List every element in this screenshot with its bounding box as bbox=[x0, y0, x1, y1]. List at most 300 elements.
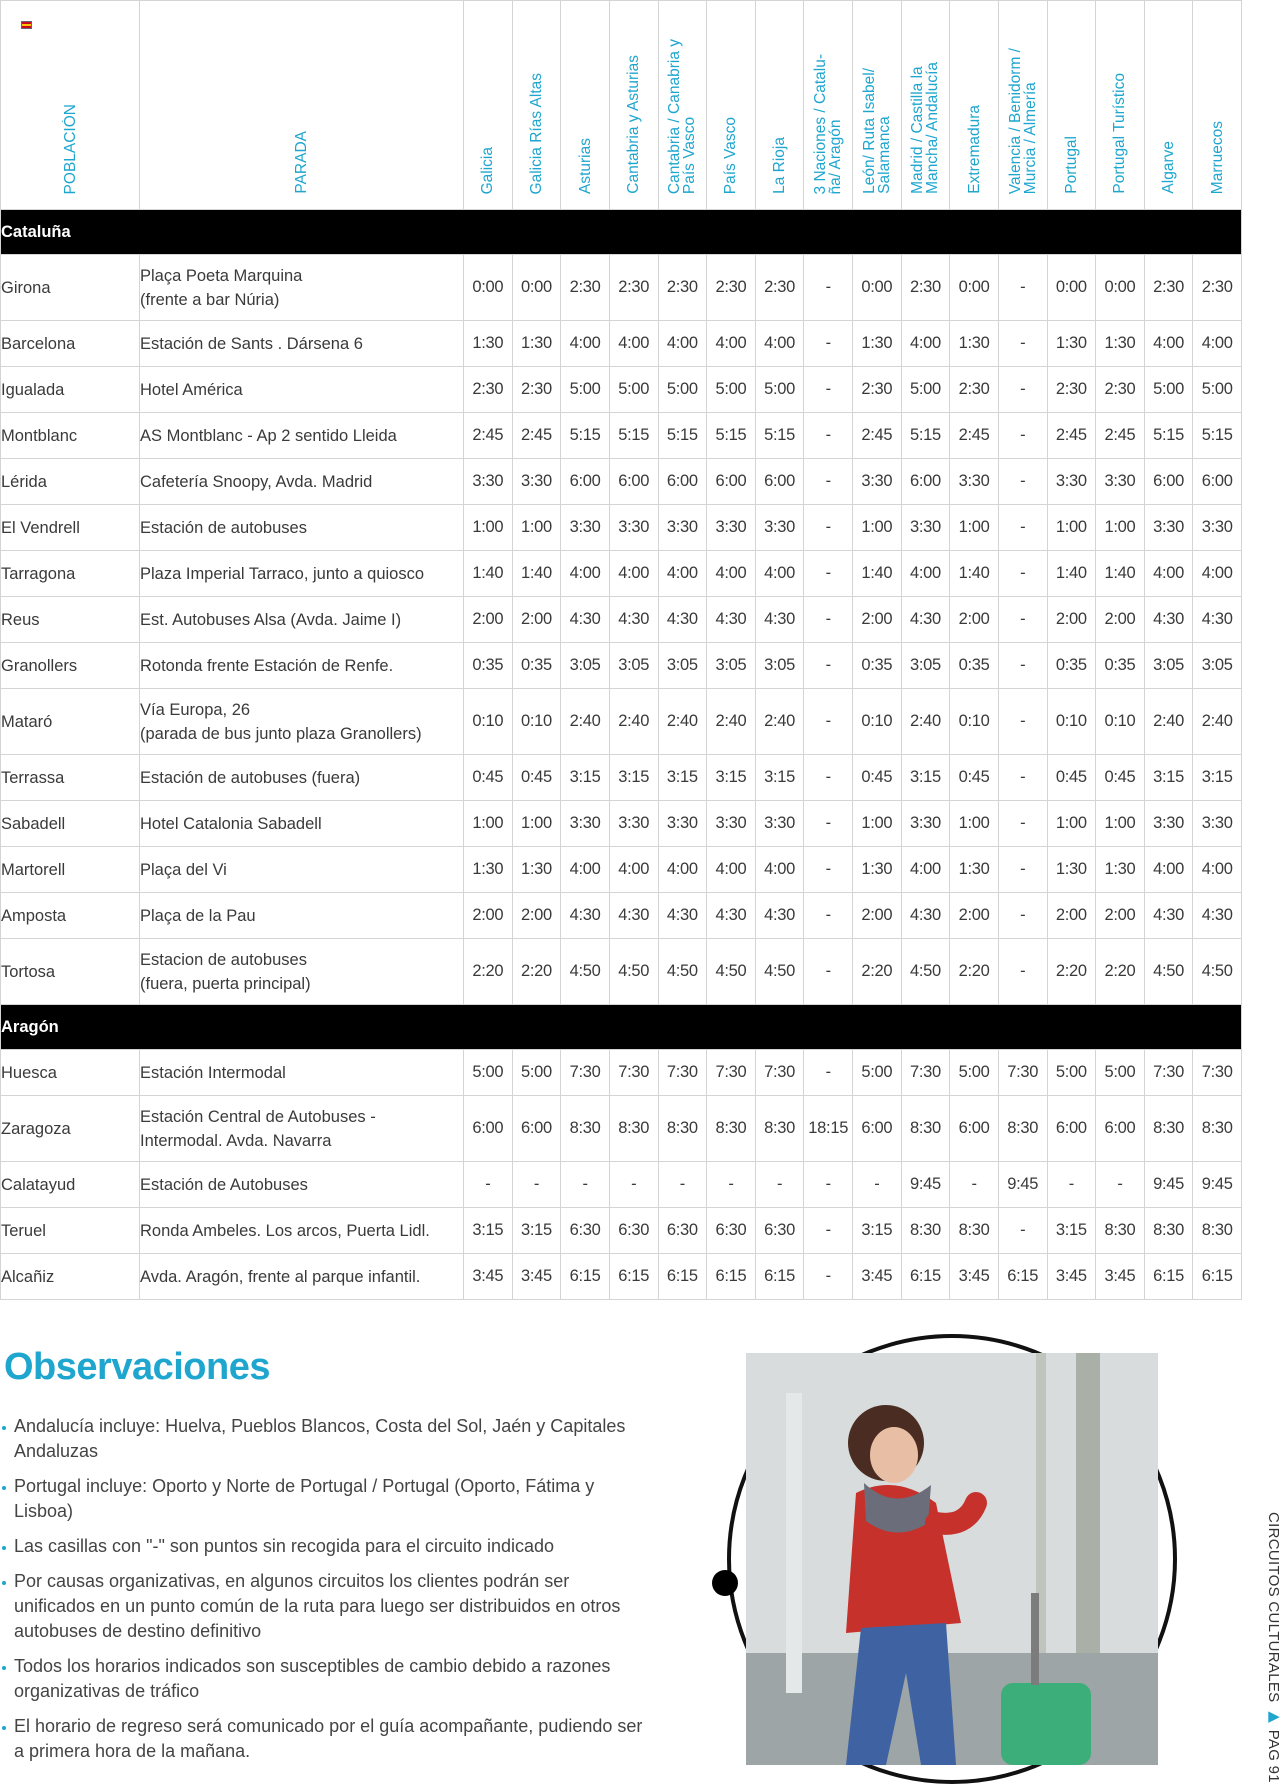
time-cell: 1:30 bbox=[950, 847, 999, 893]
time-cell: 4:00 bbox=[1193, 847, 1242, 893]
time-cell: 4:30 bbox=[658, 893, 707, 939]
time-cell: 2:00 bbox=[950, 893, 999, 939]
time-cell: - bbox=[998, 413, 1047, 459]
time-cell: - bbox=[950, 1162, 999, 1208]
parada-cell: Avda. Aragón, frente al parque infantil. bbox=[140, 1254, 464, 1300]
table-row bbox=[1, 689, 1242, 755]
time-cell: 4:50 bbox=[561, 939, 610, 1005]
observaciones-title: Observaciones bbox=[4, 1346, 270, 1388]
time-cell: 9:45 bbox=[1144, 1162, 1193, 1208]
time-cell: - bbox=[804, 1162, 853, 1208]
time-cell: 2:30 bbox=[561, 255, 610, 321]
poblacion-cell: Girona bbox=[1, 255, 140, 321]
poblacion-cell: Teruel bbox=[1, 1208, 140, 1254]
parada-cell: Estación de autobuses (fuera) bbox=[140, 755, 464, 801]
time-cell: 0:45 bbox=[853, 755, 902, 801]
time-cell: 2:45 bbox=[1096, 413, 1145, 459]
time-cell: - bbox=[998, 847, 1047, 893]
time-cell: 2:45 bbox=[512, 413, 561, 459]
parada-cell: Estación de Sants . Dársena 6 bbox=[140, 321, 464, 367]
time-cell: 3:45 bbox=[1096, 1254, 1145, 1300]
time-cell: 4:50 bbox=[1193, 939, 1242, 1005]
time-cell: 8:30 bbox=[1144, 1096, 1193, 1162]
time-cell: 2:00 bbox=[1096, 597, 1145, 643]
time-cell: 6:15 bbox=[658, 1254, 707, 1300]
time-cell: 8:30 bbox=[1193, 1208, 1242, 1254]
time-cell: 3:30 bbox=[707, 801, 756, 847]
time-cell: 4:30 bbox=[901, 597, 950, 643]
time-cell: 2:30 bbox=[512, 367, 561, 413]
time-cell: 0:00 bbox=[464, 255, 513, 321]
time-cell: 5:00 bbox=[658, 367, 707, 413]
time-cell: 1:40 bbox=[512, 551, 561, 597]
poblacion-cell: Amposta bbox=[1, 893, 140, 939]
time-cell: - bbox=[1047, 1162, 1096, 1208]
table-row bbox=[1, 893, 1242, 939]
time-cell: 1:30 bbox=[1096, 847, 1145, 893]
table-row bbox=[1, 1050, 1242, 1096]
time-cell: 6:00 bbox=[1047, 1096, 1096, 1162]
parada-cell: Est. Autobuses Alsa (Avda. Jaime I) bbox=[140, 597, 464, 643]
observacion-item: Por causas organizativas, en algunos circuitos los clientes podrán ser unificados en un punto común de la ruta para luego ser distribuidos en otros autobuses de destino definitivo bbox=[0, 1569, 645, 1644]
time-cell: 3:15 bbox=[609, 755, 658, 801]
time-cell: 5:00 bbox=[1096, 1050, 1145, 1096]
parada-cell: Ronda Ambeles. Los arcos, Puerta Lidl. bbox=[140, 1208, 464, 1254]
page-number: PAG 91 bbox=[1265, 1729, 1282, 1783]
time-cell: 1:00 bbox=[512, 505, 561, 551]
header-destination: Galicia Rías Altas bbox=[512, 1, 561, 210]
time-cell: 3:05 bbox=[1193, 643, 1242, 689]
time-cell: 3:30 bbox=[658, 801, 707, 847]
header-destination: Cantabria y Asturias bbox=[609, 1, 658, 210]
region-name: Cataluña bbox=[1, 210, 1242, 255]
time-cell: 3:15 bbox=[658, 755, 707, 801]
time-cell: 8:30 bbox=[1144, 1208, 1193, 1254]
parada-cell: Estación Central de Autobuses - Intermodal. Avda. Navarra bbox=[140, 1096, 464, 1162]
time-cell: 2:40 bbox=[755, 689, 804, 755]
time-cell: - bbox=[658, 1162, 707, 1208]
time-cell: 8:30 bbox=[901, 1096, 950, 1162]
time-cell: 1:30 bbox=[512, 321, 561, 367]
time-cell: 2:00 bbox=[464, 893, 513, 939]
time-cell: 6:15 bbox=[998, 1254, 1047, 1300]
time-cell: 4:30 bbox=[609, 597, 658, 643]
photo-marker-dot bbox=[712, 1570, 738, 1596]
time-cell: 4:50 bbox=[901, 939, 950, 1005]
time-cell: 3:30 bbox=[609, 505, 658, 551]
time-cell: 1:30 bbox=[464, 321, 513, 367]
time-cell: 4:00 bbox=[1144, 847, 1193, 893]
header-destination: Marruecos bbox=[1193, 1, 1242, 210]
time-cell: 8:30 bbox=[1096, 1208, 1145, 1254]
header-destination: Galicia bbox=[464, 1, 513, 210]
time-cell: 0:10 bbox=[1047, 689, 1096, 755]
time-cell: 2:40 bbox=[658, 689, 707, 755]
parada-cell: Plaza Imperial Tarraco, junto a quiosco bbox=[140, 551, 464, 597]
time-cell: 7:30 bbox=[707, 1050, 756, 1096]
traveler-illustration bbox=[746, 1353, 1158, 1765]
time-cell: 4:00 bbox=[1193, 321, 1242, 367]
page-footer bbox=[1262, 1512, 1282, 1783]
time-cell: 0:35 bbox=[950, 643, 999, 689]
time-cell: 0:10 bbox=[950, 689, 999, 755]
time-cell: 2:20 bbox=[950, 939, 999, 1005]
time-cell: 8:30 bbox=[755, 1096, 804, 1162]
time-cell: - bbox=[853, 1162, 902, 1208]
time-cell: 1:00 bbox=[1047, 505, 1096, 551]
table-row bbox=[1, 413, 1242, 459]
time-cell: 3:30 bbox=[707, 505, 756, 551]
time-cell: 3:30 bbox=[464, 459, 513, 505]
time-cell: 6:00 bbox=[512, 1096, 561, 1162]
time-cell: 2:40 bbox=[561, 689, 610, 755]
time-cell: 4:00 bbox=[561, 321, 610, 367]
table-row bbox=[1, 1096, 1242, 1162]
poblacion-cell: Igualada bbox=[1, 367, 140, 413]
time-cell: - bbox=[998, 367, 1047, 413]
time-cell: 2:30 bbox=[853, 367, 902, 413]
photo-frame bbox=[727, 1334, 1177, 1784]
time-cell: 0:45 bbox=[464, 755, 513, 801]
header-poblacion: POBLACIÓN bbox=[1, 1, 140, 210]
time-cell: 4:00 bbox=[609, 847, 658, 893]
section-name: CIRCUITOS CULTURALES bbox=[1265, 1512, 1282, 1703]
time-cell: 1:40 bbox=[853, 551, 902, 597]
time-cell: - bbox=[707, 1162, 756, 1208]
time-cell: 1:40 bbox=[950, 551, 999, 597]
time-cell: 8:30 bbox=[950, 1208, 999, 1254]
time-cell: 2:40 bbox=[609, 689, 658, 755]
time-cell: 4:30 bbox=[707, 893, 756, 939]
time-cell: 3:15 bbox=[464, 1208, 513, 1254]
time-cell: 5:15 bbox=[609, 413, 658, 459]
observacion-item: El horario de regreso será comunicado por el guía acompañante, pudiendo ser a primera hora de la mañana. bbox=[0, 1714, 645, 1764]
time-cell: 3:30 bbox=[901, 505, 950, 551]
time-cell: 1:00 bbox=[1096, 505, 1145, 551]
time-cell: - bbox=[998, 689, 1047, 755]
parada-cell: Estación de Autobuses bbox=[140, 1162, 464, 1208]
time-cell: 1:30 bbox=[464, 847, 513, 893]
time-cell: 4:50 bbox=[658, 939, 707, 1005]
parada-cell: Hotel Catalonia Sabadell bbox=[140, 801, 464, 847]
time-cell: 1:00 bbox=[1096, 801, 1145, 847]
table-header-row bbox=[1, 1, 1242, 210]
time-cell: 3:30 bbox=[755, 801, 804, 847]
time-cell: 2:45 bbox=[950, 413, 999, 459]
time-cell: 3:45 bbox=[464, 1254, 513, 1300]
time-cell: 5:00 bbox=[707, 367, 756, 413]
arrow-icon: ▶ bbox=[1265, 1706, 1282, 1726]
time-cell: 4:00 bbox=[707, 551, 756, 597]
time-cell: 8:30 bbox=[1193, 1096, 1242, 1162]
poblacion-cell: Barcelona bbox=[1, 321, 140, 367]
time-cell: - bbox=[998, 505, 1047, 551]
time-cell: 3:05 bbox=[707, 643, 756, 689]
time-cell: 2:30 bbox=[755, 255, 804, 321]
table-row bbox=[1, 551, 1242, 597]
time-cell: - bbox=[998, 597, 1047, 643]
poblacion-cell: Lérida bbox=[1, 459, 140, 505]
parada-cell: Vía Europa, 26 (parada de bus junto plaza Granollers) bbox=[140, 689, 464, 755]
time-cell: 3:15 bbox=[1047, 1208, 1096, 1254]
region-name: Aragón bbox=[1, 1005, 1242, 1050]
header-destination: Algarve bbox=[1144, 1, 1193, 210]
time-cell: 4:00 bbox=[658, 551, 707, 597]
time-cell: 3:15 bbox=[901, 755, 950, 801]
time-cell: 7:30 bbox=[561, 1050, 610, 1096]
time-cell: 3:15 bbox=[707, 755, 756, 801]
table-row bbox=[1, 1254, 1242, 1300]
poblacion-cell: Martorell bbox=[1, 847, 140, 893]
time-cell: 7:30 bbox=[1144, 1050, 1193, 1096]
time-cell: 6:00 bbox=[755, 459, 804, 505]
time-cell: 6:15 bbox=[707, 1254, 756, 1300]
time-cell: 4:00 bbox=[707, 847, 756, 893]
time-cell: - bbox=[804, 321, 853, 367]
time-cell: 0:10 bbox=[512, 689, 561, 755]
time-cell: - bbox=[804, 939, 853, 1005]
time-cell: 6:00 bbox=[707, 459, 756, 505]
header-destination: La Rioja bbox=[755, 1, 804, 210]
parada-cell: Cafetería Snoopy, Avda. Madrid bbox=[140, 459, 464, 505]
time-cell: 2:40 bbox=[901, 689, 950, 755]
time-cell: - bbox=[804, 1208, 853, 1254]
time-cell: 3:30 bbox=[950, 459, 999, 505]
time-cell: - bbox=[804, 459, 853, 505]
time-cell: - bbox=[998, 255, 1047, 321]
time-cell: - bbox=[804, 551, 853, 597]
time-cell: - bbox=[804, 597, 853, 643]
time-cell: 4:30 bbox=[755, 597, 804, 643]
table-row bbox=[1, 505, 1242, 551]
time-cell: 5:15 bbox=[561, 413, 610, 459]
time-cell: 6:00 bbox=[901, 459, 950, 505]
poblacion-cell: Zaragoza bbox=[1, 1096, 140, 1162]
time-cell: 3:05 bbox=[609, 643, 658, 689]
time-cell: 2:20 bbox=[1047, 939, 1096, 1005]
time-cell: 3:05 bbox=[901, 643, 950, 689]
time-cell: 4:00 bbox=[901, 551, 950, 597]
table-row bbox=[1, 1208, 1242, 1254]
time-cell: 2:20 bbox=[512, 939, 561, 1005]
time-cell: 2:00 bbox=[950, 597, 999, 643]
time-cell: - bbox=[755, 1162, 804, 1208]
time-cell: 4:00 bbox=[901, 321, 950, 367]
time-cell: 4:50 bbox=[609, 939, 658, 1005]
poblacion-cell: Terrassa bbox=[1, 755, 140, 801]
time-cell: - bbox=[998, 1208, 1047, 1254]
time-cell: - bbox=[804, 755, 853, 801]
time-cell: 3:30 bbox=[1193, 801, 1242, 847]
time-cell: 3:30 bbox=[755, 505, 804, 551]
time-cell: 3:15 bbox=[561, 755, 610, 801]
poblacion-cell: Montblanc bbox=[1, 413, 140, 459]
time-cell: 0:35 bbox=[1047, 643, 1096, 689]
time-cell: 0:45 bbox=[512, 755, 561, 801]
time-cell: - bbox=[804, 847, 853, 893]
time-cell: 1:30 bbox=[950, 321, 999, 367]
time-cell: 3:15 bbox=[1193, 755, 1242, 801]
time-cell: 8:30 bbox=[658, 1096, 707, 1162]
table-row bbox=[1, 755, 1242, 801]
time-cell: 0:35 bbox=[512, 643, 561, 689]
time-cell: 3:30 bbox=[609, 801, 658, 847]
region-header-row bbox=[1, 210, 1242, 255]
time-cell: 1:00 bbox=[464, 505, 513, 551]
time-cell: 4:30 bbox=[1193, 893, 1242, 939]
time-cell: 4:00 bbox=[901, 847, 950, 893]
parada-cell: Plaça del Vi bbox=[140, 847, 464, 893]
table-row bbox=[1, 255, 1242, 321]
time-cell: 4:30 bbox=[609, 893, 658, 939]
time-cell: 6:30 bbox=[609, 1208, 658, 1254]
parada-cell: Estación de autobuses bbox=[140, 505, 464, 551]
poblacion-cell: Calatayud bbox=[1, 1162, 140, 1208]
time-cell: 3:05 bbox=[755, 643, 804, 689]
time-cell: 3:30 bbox=[1096, 459, 1145, 505]
time-cell: 2:40 bbox=[707, 689, 756, 755]
observaciones-list bbox=[0, 1414, 645, 1774]
header-destination: Extremadura bbox=[950, 1, 999, 210]
time-cell: 3:15 bbox=[512, 1208, 561, 1254]
time-cell: - bbox=[998, 893, 1047, 939]
time-cell: 4:00 bbox=[609, 321, 658, 367]
time-cell: 8:30 bbox=[609, 1096, 658, 1162]
table-row bbox=[1, 367, 1242, 413]
time-cell: 2:00 bbox=[1047, 893, 1096, 939]
time-cell: 6:00 bbox=[1096, 1096, 1145, 1162]
table-row bbox=[1, 321, 1242, 367]
observacion-item: Las casillas con "-" son puntos sin recogida para el circuito indicado bbox=[0, 1534, 645, 1559]
time-cell: 9:45 bbox=[901, 1162, 950, 1208]
poblacion-cell: Granollers bbox=[1, 643, 140, 689]
time-cell: 6:15 bbox=[1144, 1254, 1193, 1300]
time-cell: 5:15 bbox=[707, 413, 756, 459]
time-cell: 0:45 bbox=[950, 755, 999, 801]
time-cell: - bbox=[512, 1162, 561, 1208]
time-cell: 3:45 bbox=[853, 1254, 902, 1300]
header-destination: 3 Naciones / Catalu- ña/ Aragón bbox=[804, 1, 853, 210]
time-cell: 6:00 bbox=[658, 459, 707, 505]
time-cell: 1:30 bbox=[1096, 321, 1145, 367]
time-cell: 2:30 bbox=[1144, 255, 1193, 321]
time-cell: 7:30 bbox=[609, 1050, 658, 1096]
time-cell: 2:40 bbox=[1193, 689, 1242, 755]
time-cell: 2:45 bbox=[464, 413, 513, 459]
time-cell: 6:30 bbox=[658, 1208, 707, 1254]
header-destination: Valencia / Benidorm / Murcia / Almería bbox=[998, 1, 1047, 210]
time-cell: 1:00 bbox=[950, 505, 999, 551]
time-cell: 4:00 bbox=[561, 847, 610, 893]
time-cell: 2:00 bbox=[512, 893, 561, 939]
time-cell: - bbox=[998, 801, 1047, 847]
time-cell: - bbox=[804, 801, 853, 847]
time-cell: - bbox=[804, 505, 853, 551]
time-cell: 4:50 bbox=[755, 939, 804, 1005]
time-cell: 0:00 bbox=[512, 255, 561, 321]
poblacion-cell: Reus bbox=[1, 597, 140, 643]
time-cell: 3:30 bbox=[561, 505, 610, 551]
time-cell: 3:05 bbox=[561, 643, 610, 689]
time-cell: 1:00 bbox=[464, 801, 513, 847]
observacion-item: Andalucía incluye: Huelva, Pueblos Blancos, Costa del Sol, Jaén y Capitales Andaluzas bbox=[0, 1414, 645, 1464]
time-cell: 2:45 bbox=[853, 413, 902, 459]
time-cell: 4:00 bbox=[609, 551, 658, 597]
time-cell: 3:15 bbox=[755, 755, 804, 801]
time-cell: 3:45 bbox=[950, 1254, 999, 1300]
time-cell: 0:00 bbox=[1096, 255, 1145, 321]
time-cell: 8:30 bbox=[707, 1096, 756, 1162]
time-cell: 8:30 bbox=[901, 1208, 950, 1254]
time-cell: 6:15 bbox=[901, 1254, 950, 1300]
time-cell: - bbox=[804, 255, 853, 321]
time-cell: - bbox=[998, 755, 1047, 801]
time-cell: 2:30 bbox=[609, 255, 658, 321]
time-cell: 1:40 bbox=[464, 551, 513, 597]
time-cell: 5:00 bbox=[609, 367, 658, 413]
traveler-photo bbox=[746, 1353, 1158, 1765]
header-destination: País Vasco bbox=[707, 1, 756, 210]
time-cell: 4:00 bbox=[755, 847, 804, 893]
time-cell: 2:00 bbox=[1047, 597, 1096, 643]
time-cell: 0:00 bbox=[1047, 255, 1096, 321]
time-cell: 1:30 bbox=[1047, 847, 1096, 893]
time-cell: 3:45 bbox=[1047, 1254, 1096, 1300]
time-cell: 6:00 bbox=[950, 1096, 999, 1162]
time-cell: 4:30 bbox=[561, 893, 610, 939]
time-cell: 2:00 bbox=[1096, 893, 1145, 939]
time-cell: 1:30 bbox=[853, 847, 902, 893]
poblacion-cell: Tarragona bbox=[1, 551, 140, 597]
time-cell: 9:45 bbox=[998, 1162, 1047, 1208]
time-cell: 1:00 bbox=[853, 505, 902, 551]
table-row bbox=[1, 459, 1242, 505]
time-cell: 2:30 bbox=[950, 367, 999, 413]
time-cell: 6:15 bbox=[1193, 1254, 1242, 1300]
time-cell: 1:00 bbox=[950, 801, 999, 847]
time-cell: 4:00 bbox=[755, 551, 804, 597]
time-cell: 1:00 bbox=[512, 801, 561, 847]
time-cell: 6:30 bbox=[561, 1208, 610, 1254]
time-cell: 0:45 bbox=[1096, 755, 1145, 801]
time-cell: 2:20 bbox=[853, 939, 902, 1005]
time-cell: 6:00 bbox=[853, 1096, 902, 1162]
time-cell: 3:45 bbox=[512, 1254, 561, 1300]
parada-cell: Plaça Poeta Marquina (frente a bar Núria) bbox=[140, 255, 464, 321]
time-cell: 2:30 bbox=[1047, 367, 1096, 413]
poblacion-cell: Sabadell bbox=[1, 801, 140, 847]
time-cell: 4:00 bbox=[658, 321, 707, 367]
time-cell: 0:35 bbox=[464, 643, 513, 689]
time-cell: - bbox=[561, 1162, 610, 1208]
time-cell: 6:15 bbox=[609, 1254, 658, 1300]
time-cell: - bbox=[1096, 1162, 1145, 1208]
time-cell: 2:30 bbox=[901, 255, 950, 321]
time-cell: 2:20 bbox=[464, 939, 513, 1005]
time-cell: 0:00 bbox=[950, 255, 999, 321]
time-cell: 3:30 bbox=[853, 459, 902, 505]
time-cell: 2:30 bbox=[1193, 255, 1242, 321]
time-cell: 5:00 bbox=[755, 367, 804, 413]
time-cell: - bbox=[998, 551, 1047, 597]
time-cell: 3:30 bbox=[658, 505, 707, 551]
time-cell: 5:00 bbox=[464, 1050, 513, 1096]
time-cell: - bbox=[804, 367, 853, 413]
observacion-item: Portugal incluye: Oporto y Norte de Portugal / Portugal (Oporto, Fátima y Lisboa) bbox=[0, 1474, 645, 1524]
time-cell: 3:05 bbox=[1144, 643, 1193, 689]
region-header-row bbox=[1, 1005, 1242, 1050]
time-cell: 5:00 bbox=[1193, 367, 1242, 413]
